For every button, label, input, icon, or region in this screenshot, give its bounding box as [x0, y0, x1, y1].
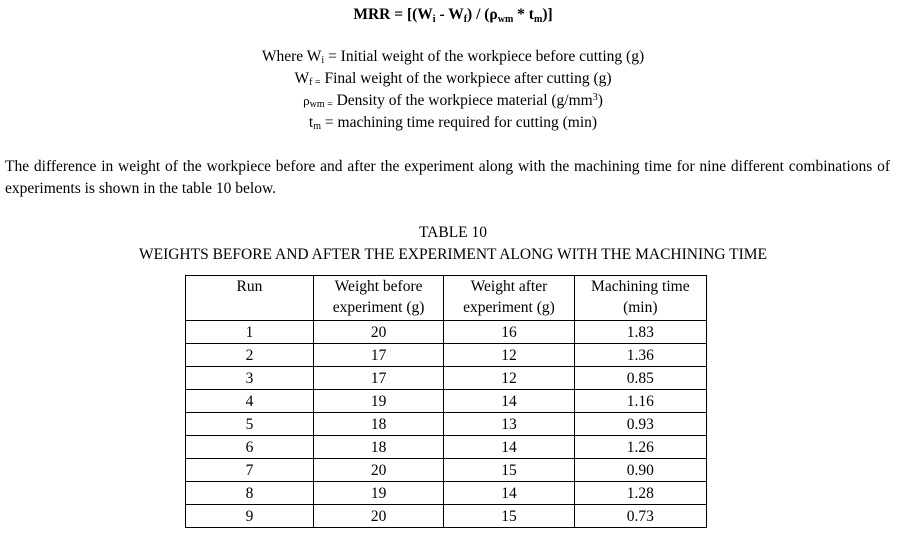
body-paragraph: The difference in weight of the workpiece before and after the experiment along with the machining time for nine different combinations of experiments is shown in the table 10 below. [5, 158, 890, 197]
definition-density [0, 90, 906, 112]
cell-machining-time: 0.85 [574, 367, 706, 390]
variable-definitions [0, 46, 906, 134]
formula-part: ) / (ρ [467, 6, 498, 23]
definition-symbol: ρ [303, 93, 310, 108]
formula-part: MRR = [(W [353, 6, 433, 23]
header-run-label: Run [236, 278, 263, 295]
table-caption [0, 222, 906, 266]
formula-subscript: m [533, 14, 543, 25]
formula-subscript: wm [497, 14, 514, 25]
cell-weight-after: 13 [444, 413, 574, 436]
mrr-formula [0, 5, 906, 25]
cell-machining-time: 0.93 [574, 413, 706, 436]
cell-run: 2 [186, 344, 314, 367]
cell-machining-time: 1.26 [574, 436, 706, 459]
cell-machining-time: 0.90 [574, 459, 706, 482]
cell-run: 1 [186, 321, 314, 344]
cell-machining-time: 1.28 [574, 482, 706, 505]
table-row [186, 413, 707, 436]
definition-text: Final weight of the workpiece after cutting (g) [320, 70, 612, 87]
header-weight-before [313, 276, 443, 321]
cell-weight-after: 14 [444, 436, 574, 459]
cell-run: 3 [186, 367, 314, 390]
cell-machining-time: 0.73 [574, 505, 706, 528]
cell-run: 4 [186, 390, 314, 413]
cell-machining-time: 1.83 [574, 321, 706, 344]
definition-symbol: t [308, 114, 314, 131]
table-header-row [186, 276, 707, 321]
definition-final-weight [0, 68, 906, 90]
header-label-line: Machining time [591, 278, 690, 295]
cell-run: 8 [186, 482, 314, 505]
cell-weight-after: 14 [444, 390, 574, 413]
cell-weight-before: 20 [313, 505, 443, 528]
cell-weight-before: 17 [313, 344, 443, 367]
cell-run: 6 [186, 436, 314, 459]
header-label-line: (min) [623, 299, 658, 316]
table-title: TABLE 10 [418, 224, 488, 241]
table-row [186, 482, 707, 505]
cell-weight-before: 18 [313, 436, 443, 459]
definition-symbol: W [294, 70, 310, 87]
cell-weight-before: 18 [313, 413, 443, 436]
cell-weight-before: 20 [313, 459, 443, 482]
header-run [186, 276, 314, 321]
cell-weight-before: 20 [313, 321, 443, 344]
formula-part: * t [513, 6, 534, 23]
definition-text: = Initial weight of the workpiece before cutting (g) [324, 48, 645, 65]
cell-run: 7 [186, 459, 314, 482]
table-row [186, 367, 707, 390]
definition-initial-weight [0, 46, 906, 68]
cell-weight-after: 14 [444, 482, 574, 505]
cell-weight-before: 19 [313, 482, 443, 505]
definition-symbol: Where W [261, 48, 322, 65]
table-subtitle: WEIGHTS BEFORE AND AFTER THE EXPERIMENT ALONG WITH THE MACHINING TIME [138, 246, 768, 263]
formula-part: )] [542, 6, 553, 23]
table-row [186, 436, 707, 459]
formula-part: - W [435, 6, 464, 23]
results-table [185, 275, 707, 528]
cell-weight-after: 15 [444, 459, 574, 482]
cell-weight-after: 12 [444, 367, 574, 390]
definition-text: Density of the workpiece material (g/mm [332, 92, 593, 109]
definition-text: ) [597, 92, 603, 109]
definition-subscript: i [321, 55, 325, 66]
definition-text: = machining time required for cutting (min) [321, 114, 598, 131]
header-label-line: Weight after [470, 278, 548, 295]
header-weight-after [444, 276, 574, 321]
definition-subscript: wm = [309, 99, 333, 110]
formula-subscript: f [463, 14, 468, 25]
definition-subscript: m [313, 121, 322, 132]
formula-subscript: i [432, 14, 436, 25]
header-label-line: experiment (g) [463, 299, 555, 316]
cell-weight-before: 19 [313, 390, 443, 413]
table-row [186, 390, 707, 413]
cell-run: 9 [186, 505, 314, 528]
cell-run: 5 [186, 413, 314, 436]
table-row [186, 459, 707, 482]
cell-weight-after: 12 [444, 344, 574, 367]
cell-weight-after: 16 [444, 321, 574, 344]
cell-weight-after: 15 [444, 505, 574, 528]
header-label-line: experiment (g) [332, 299, 425, 316]
table-row [186, 505, 707, 528]
cell-weight-before: 17 [313, 367, 443, 390]
header-label-line: Weight before [334, 278, 423, 295]
table-row [186, 321, 707, 344]
definition-superscript: 3 [592, 92, 598, 103]
cell-machining-time: 1.16 [574, 390, 706, 413]
definition-machining-time [0, 112, 906, 134]
definition-subscript: f = [309, 77, 321, 88]
cell-machining-time: 1.36 [574, 344, 706, 367]
table-row [186, 344, 707, 367]
header-machining-time [574, 276, 706, 321]
